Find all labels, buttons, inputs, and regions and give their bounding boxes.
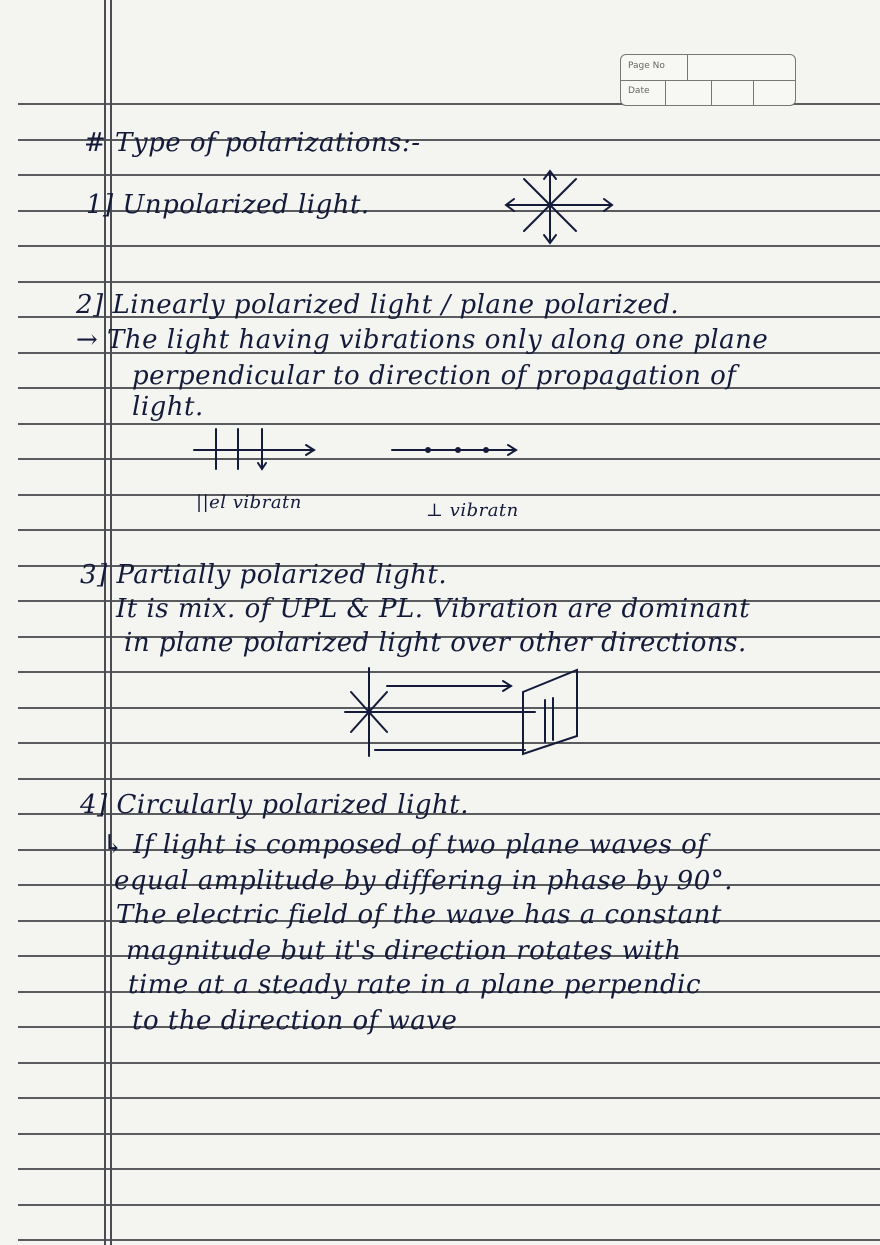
- s2-line-3: light.: [132, 392, 204, 422]
- partially-polarized-figure: [335, 662, 595, 762]
- unpolarized-star-figure: [500, 165, 620, 250]
- s3-heading: 3] Partially polarized light.: [80, 560, 448, 590]
- date-label: Date: [628, 86, 650, 96]
- parallel-vibration-label: ||el vibratn: [196, 492, 302, 513]
- s2-heading: 2] Linearly polarized light / plane polarized.: [76, 290, 680, 320]
- s4-line-3: The electric field of the wave has a constant: [116, 900, 723, 930]
- page-no-label: Page No: [628, 61, 665, 71]
- s1-heading: 1] Unpolarized light.: [86, 190, 370, 220]
- perpendicular-vibration-figure: [388, 435, 523, 465]
- s3-line-1: It is mix. of UPL & PL. Vibration are dominant: [116, 594, 751, 624]
- perpendicular-vibration-label: ⊥ vibratn: [426, 500, 519, 521]
- s4-heading: 4] Circularly polarized light.: [80, 790, 469, 820]
- s3-line-2: in plane polarized light over other directions.: [124, 628, 747, 658]
- s4-line-4: magnitude but it's direction rotates with: [126, 936, 682, 966]
- s4-line-6: to the direction of wave: [132, 1006, 458, 1036]
- page-title: # Type of polarizations:-: [84, 128, 421, 158]
- page-date-box: [620, 54, 796, 106]
- s2-line-1: → The light having vibrations only along one plane: [76, 325, 769, 355]
- parallel-vibration-figure: [190, 425, 320, 475]
- s4-line-1: ↳ If light is composed of two plane waves of: [102, 830, 708, 860]
- s4-line-2: equal amplitude by differing in phase by 90°.: [114, 866, 734, 896]
- s2-line-2: perpendicular to direction of propagation of: [132, 361, 737, 391]
- s4-line-5: time at a steady rate in a plane perpendic: [128, 970, 702, 1000]
